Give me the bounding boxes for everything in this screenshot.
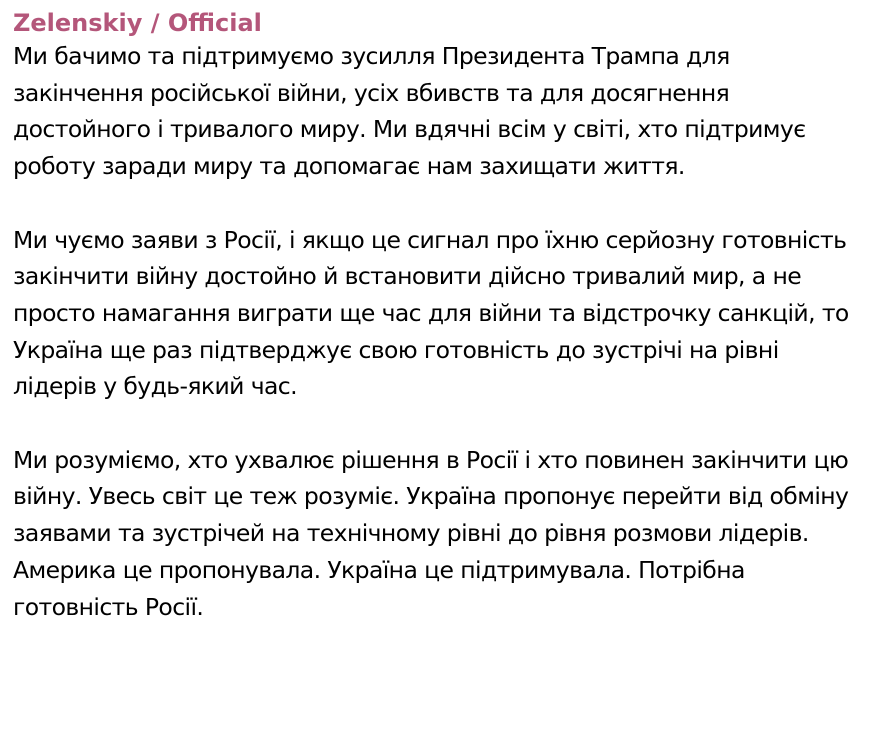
message-bubble	[13, 8, 858, 625]
message-text	[13, 38, 858, 625]
channel-name[interactable]: Zelenskiy / Official	[13, 9, 262, 37]
message-paragraph-3: Ми розуміємо, хто ухвалює рішення в Росії і хто повинен закінчити цю війну. Увесь світ це теж розуміє. Україна пропонує перейти від обміну заявами та зустрічей на технічному рівні до рівня розмови лідерів. Америка це пропонувала. Україна це підтримувала. Потрібна готовність Росії.	[13, 445, 849, 621]
message-paragraph-2: Ми чуємо заяви з Росії, і якщо це сигнал про їхню серйозну готовність закінчити війну достойно й встановити дійсно тривалий мир, а не просто намагання виграти ще час для війни та відстрочку санкцій, то Україна ще раз підтверджує свою готовність до зустрічі на рівні лідерів у будь-який час.	[13, 225, 849, 401]
message-paragraph-1: Ми бачимо та підтримуємо зусилля Президента Трампа для закінчення російської війни, усіх вбивств та для досягнення достойного і тривалого миру. Ми вдячні всім у світі, хто підтримує роботу заради миру та допомагає нам захищати життя.	[13, 42, 806, 181]
